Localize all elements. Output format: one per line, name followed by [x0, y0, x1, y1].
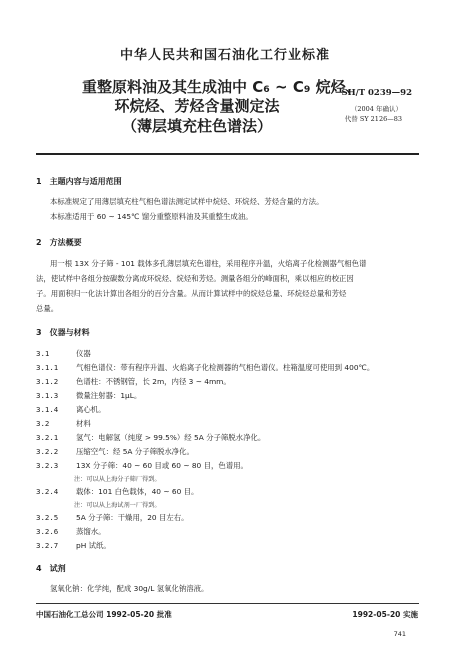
list-item: 3.2.6 蒸馏水。: [36, 527, 106, 536]
section-1-paragraph-1: 本标准规定了用薄层填充柱气相色谱法测定试样中烷烃、环烷烃、芳烃含量的方法。: [50, 197, 324, 206]
list-item: 3.1 仪器: [36, 349, 91, 358]
section-4-paragraph-1: 氢氧化钠：化学纯，配成 30g/L 氢氧化钠溶液。: [50, 584, 209, 593]
implementation-note: 1992-05-20 实施: [352, 610, 418, 619]
section-2-line-4: 总量。: [36, 304, 59, 313]
footer-divider: [36, 603, 419, 604]
replaces-note: 代替 SY 2126—83: [344, 115, 402, 123]
document-title-line1: 重整原料油及其生成油中 C₆ ~ C₉ 烷烃、: [82, 78, 361, 96]
section-2-line-2: 法，使试样中各组分按碳数分离成环烷烃、烷烃和芳烃。测量各组分的峰面积，乘以相应的校正因: [36, 274, 354, 283]
section-2-line-3: 子。用面积归一化法计算出各组分的百分含量。从而计算试样中的烷烃总量、环烷烃总量和芳烃: [36, 289, 347, 298]
list-item: 3.2.7 pH 试纸。: [36, 541, 111, 550]
list-item: 3.2.1 氢气：电解氢（纯度 > 99.5%）经 5A 分子筛脱水净化。: [36, 433, 266, 442]
confirmed-note: （2004 年确认）: [350, 105, 402, 113]
list-item: 3.1.1 气相色谱仪：带有程序升温、火焰离子化检测器的气相色谱仪。柱箱温度可使用到 400℃。: [36, 363, 375, 372]
list-item: 3.2.3 13X 分子筛：40 ~ 60 目或 60 ~ 80 目，色谱用。: [36, 461, 248, 470]
list-item: 3.1.2 色谱柱：不锈钢管，长 2m，内径 3 ~ 4mm。: [36, 377, 231, 386]
section-3-heading: 3 仪器与材料: [36, 328, 90, 337]
list-item: 3.1.4 离心机。: [36, 405, 106, 414]
header-divider: [36, 153, 419, 155]
section-2-line-1: 用一根 13X 分子筛 - 101 载体多孔薄层填充色谱柱，采用程序升温，火焰离子化检测器气相色谱: [50, 259, 367, 268]
standard-code: SH/T 0239—92: [341, 88, 412, 98]
approval-note: 中国石油化工总公司 1992-05-20 批准: [36, 610, 172, 619]
section-2-heading: 2 方法概要: [36, 238, 82, 247]
list-item: 3.2 材料: [36, 419, 91, 428]
standard-name: 中华人民共和国石油化工行业标准: [119, 48, 330, 63]
section-1-heading: 1 主题内容与适用范围: [36, 177, 122, 186]
list-item: 3.2.4 载体：101 白色载体，40 ~ 60 目。: [36, 487, 199, 496]
page-number: 741: [393, 630, 406, 638]
document-title-line2: 环烷烃、芳烃含量测定法: [114, 97, 280, 115]
footnote-2: 注：可以从上海试剂一厂得到。: [74, 502, 161, 509]
list-item: 3.2.5 5A 分子筛：干燥用，20 目左右。: [36, 513, 189, 522]
section-4-heading: 4 试剂: [36, 564, 66, 573]
document-title-line3: （薄层填充柱色谱法）: [121, 117, 272, 135]
list-item: 3.2.2 压缩空气：经 5A 分子筛脱水净化。: [36, 447, 194, 456]
section-1-paragraph-2: 本标准适用于 60 ~ 145℃ 馏分重整原料油及其重整生成油。: [50, 212, 253, 221]
footnote-1: 注：可以从上海分子筛厂得到。: [74, 476, 161, 483]
list-item: 3.1.3 微量注射器：1μL。: [36, 391, 142, 400]
